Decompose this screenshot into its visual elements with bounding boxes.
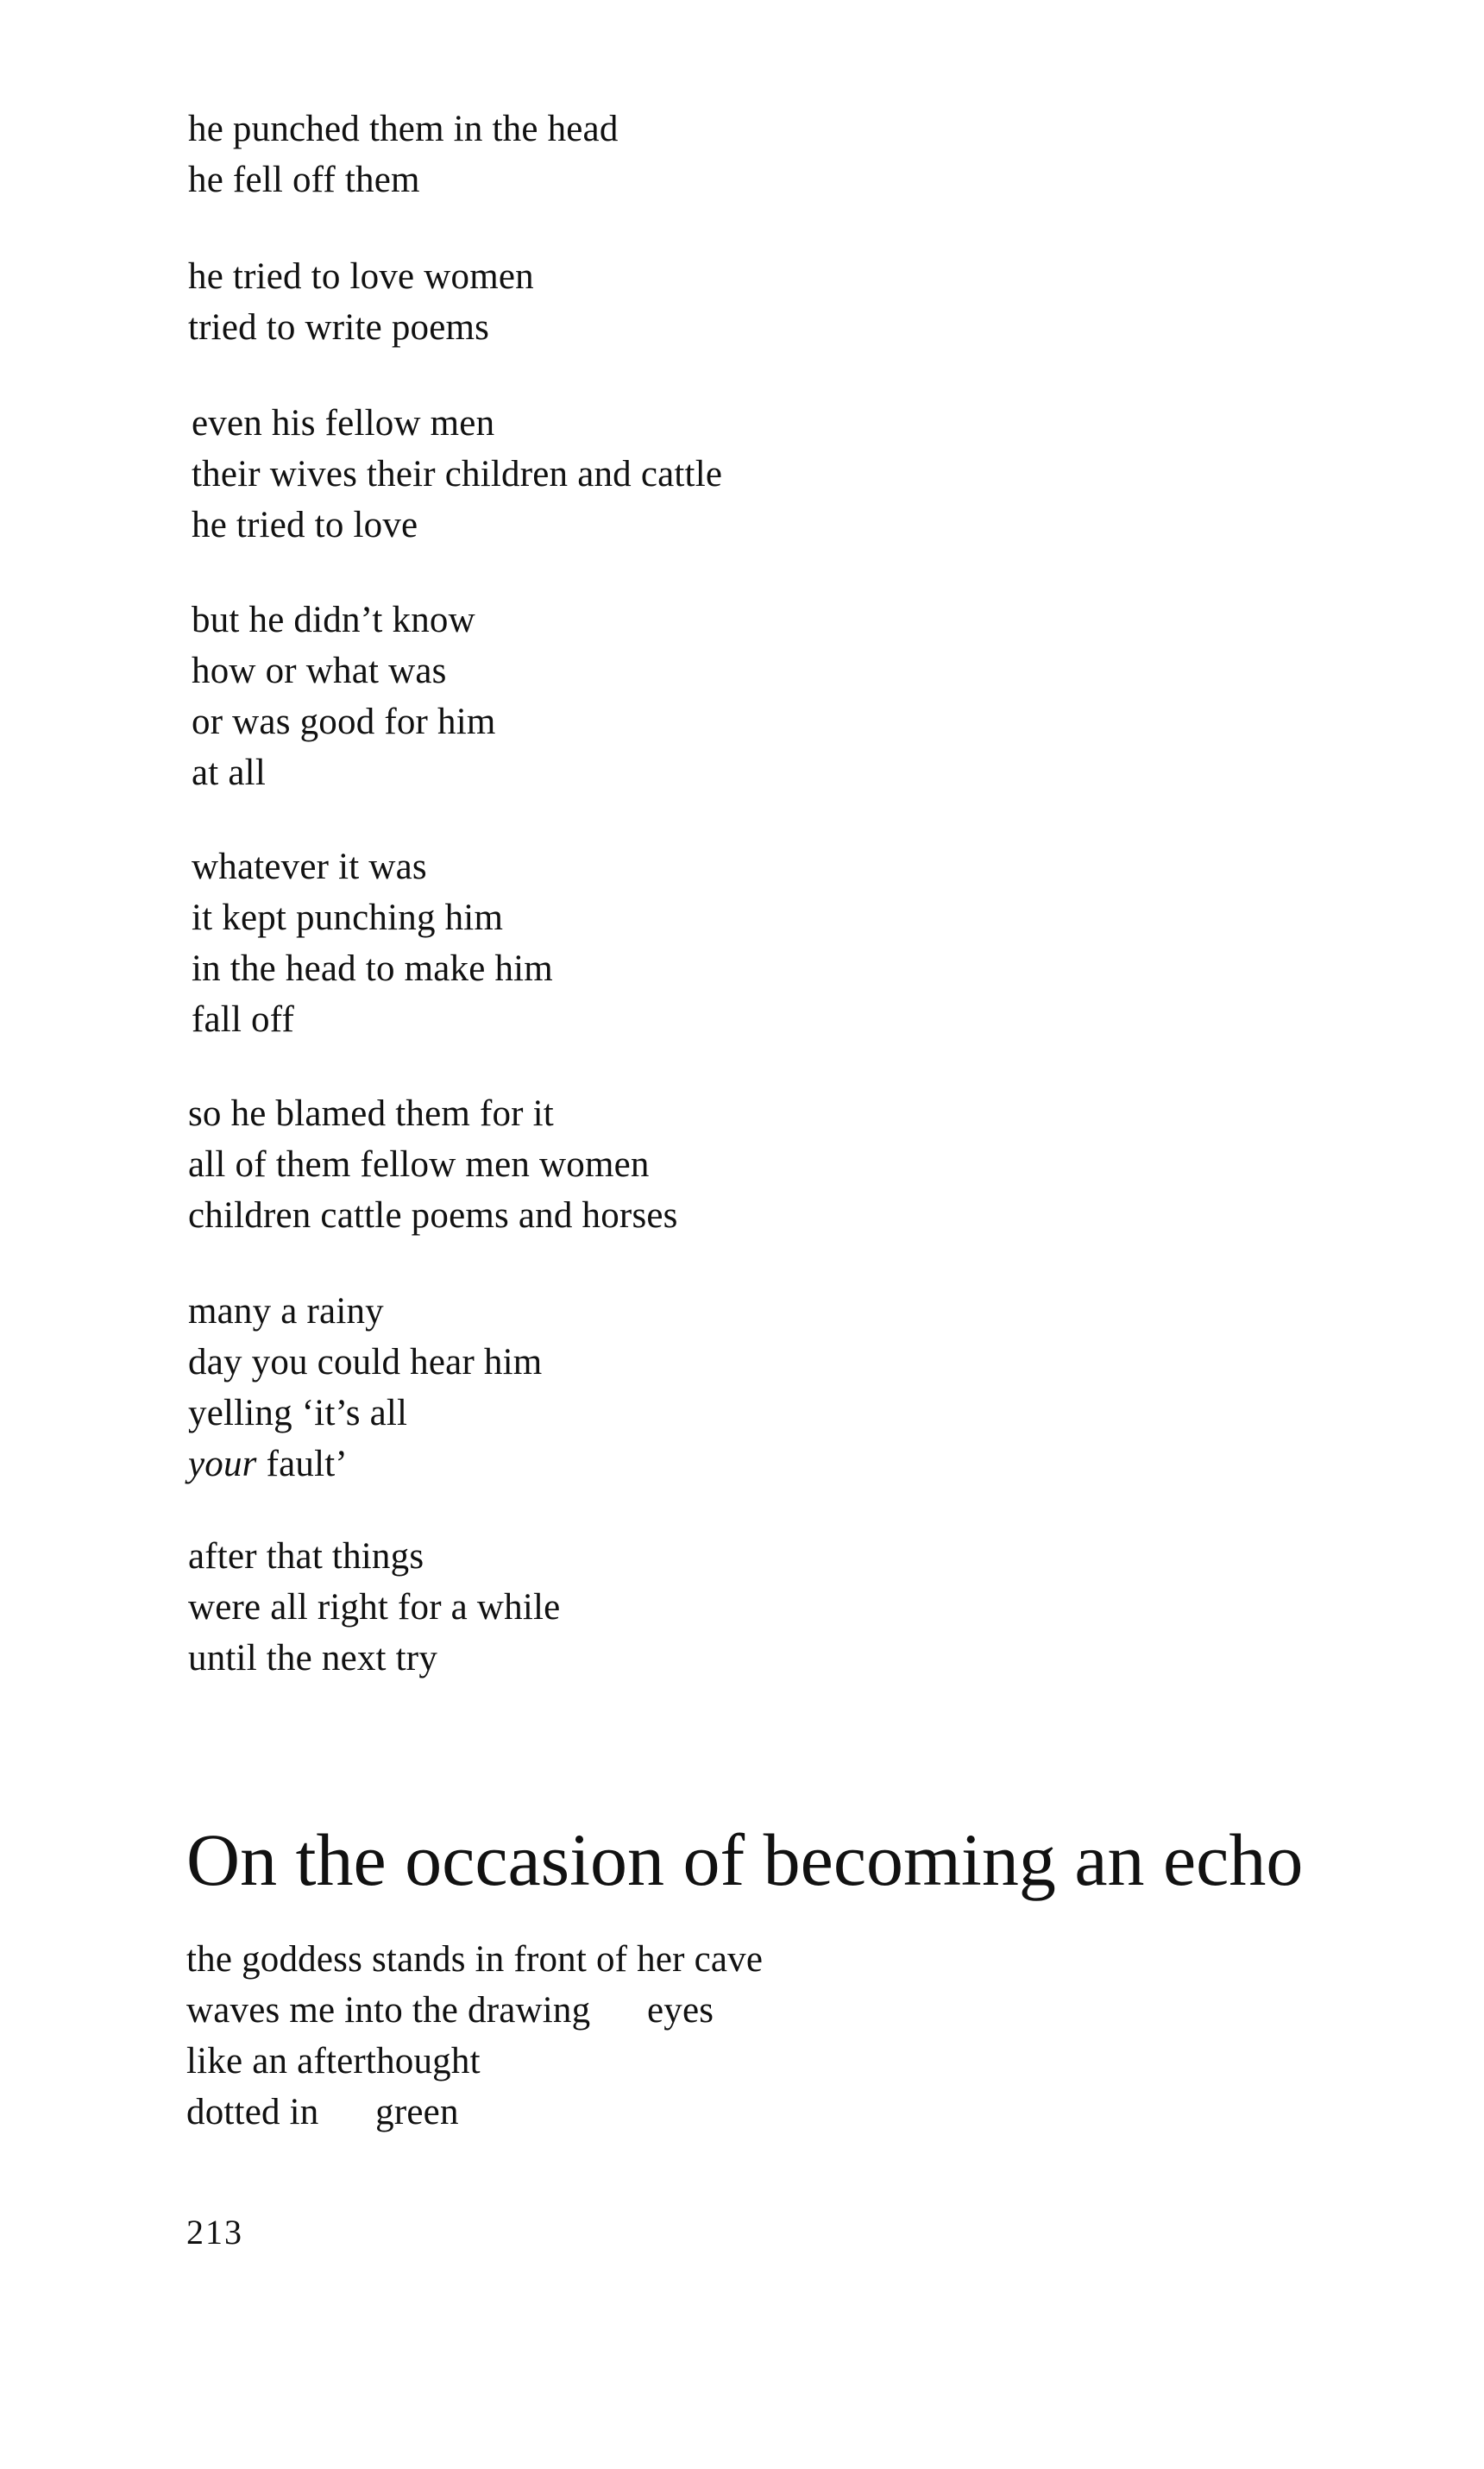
poem-line: it kept punching him — [192, 898, 504, 938]
poem-line: at all — [192, 753, 266, 793]
poem-line-rest: fault’ — [256, 1444, 348, 1484]
poem-line: day you could hear him — [188, 1342, 543, 1383]
poem-line: were all right for a while — [188, 1587, 561, 1628]
stanza-7 — [188, 1286, 542, 1490]
stanza-5 — [192, 841, 553, 1045]
poem-line: fall off — [192, 999, 295, 1040]
poem-line: whatever it was — [192, 847, 427, 887]
poem-line: but he didn’t know — [192, 600, 475, 640]
poem2-stanza-1 — [186, 1934, 763, 2138]
poem-line: the goddess stands in front of her cave — [186, 1939, 764, 1980]
poem-line: waves me into the drawing eyes — [186, 1990, 714, 2031]
poem-line: children cattle poems and horses — [188, 1195, 678, 1236]
poem-line: tried to write poems — [188, 307, 490, 348]
poem-line: he tried to love women — [188, 256, 534, 297]
poem-line: yelling ‘it’s all — [188, 1393, 408, 1433]
poem-line: so he blamed them for it — [188, 1093, 554, 1134]
poem-line: he fell off them — [188, 160, 420, 200]
poem-line: how or what was — [192, 651, 447, 691]
poem-line: dotted in green — [186, 2092, 459, 2132]
poem-line: like an afterthought — [186, 2041, 481, 2082]
poem-line: in the head to make him — [192, 948, 553, 989]
poem-line: all of them fellow men women — [188, 1144, 650, 1185]
poem-line — [188, 1439, 542, 1490]
poem-line: until the next try — [188, 1638, 438, 1679]
stanza-1 — [188, 104, 619, 205]
stanza-3 — [192, 398, 722, 551]
stanza-4 — [192, 595, 496, 798]
poem-line: he tried to love — [192, 505, 418, 545]
poem-line: even his fellow men — [192, 403, 495, 444]
poem-title: On the occasion of becoming an echo — [186, 1818, 1304, 1901]
stanza-2 — [188, 251, 534, 353]
poem-line: he punched them in the head — [188, 109, 619, 149]
poem-line: after that things — [188, 1536, 424, 1577]
page-number: 213 — [186, 2213, 243, 2252]
italic-word: your — [188, 1444, 257, 1484]
poem-line: many a rainy — [188, 1291, 384, 1332]
stanza-6 — [188, 1088, 678, 1241]
poem-line: their wives their children and cattle — [192, 454, 723, 494]
stanza-8 — [188, 1531, 560, 1684]
poem-line: or was good for him — [192, 702, 496, 742]
